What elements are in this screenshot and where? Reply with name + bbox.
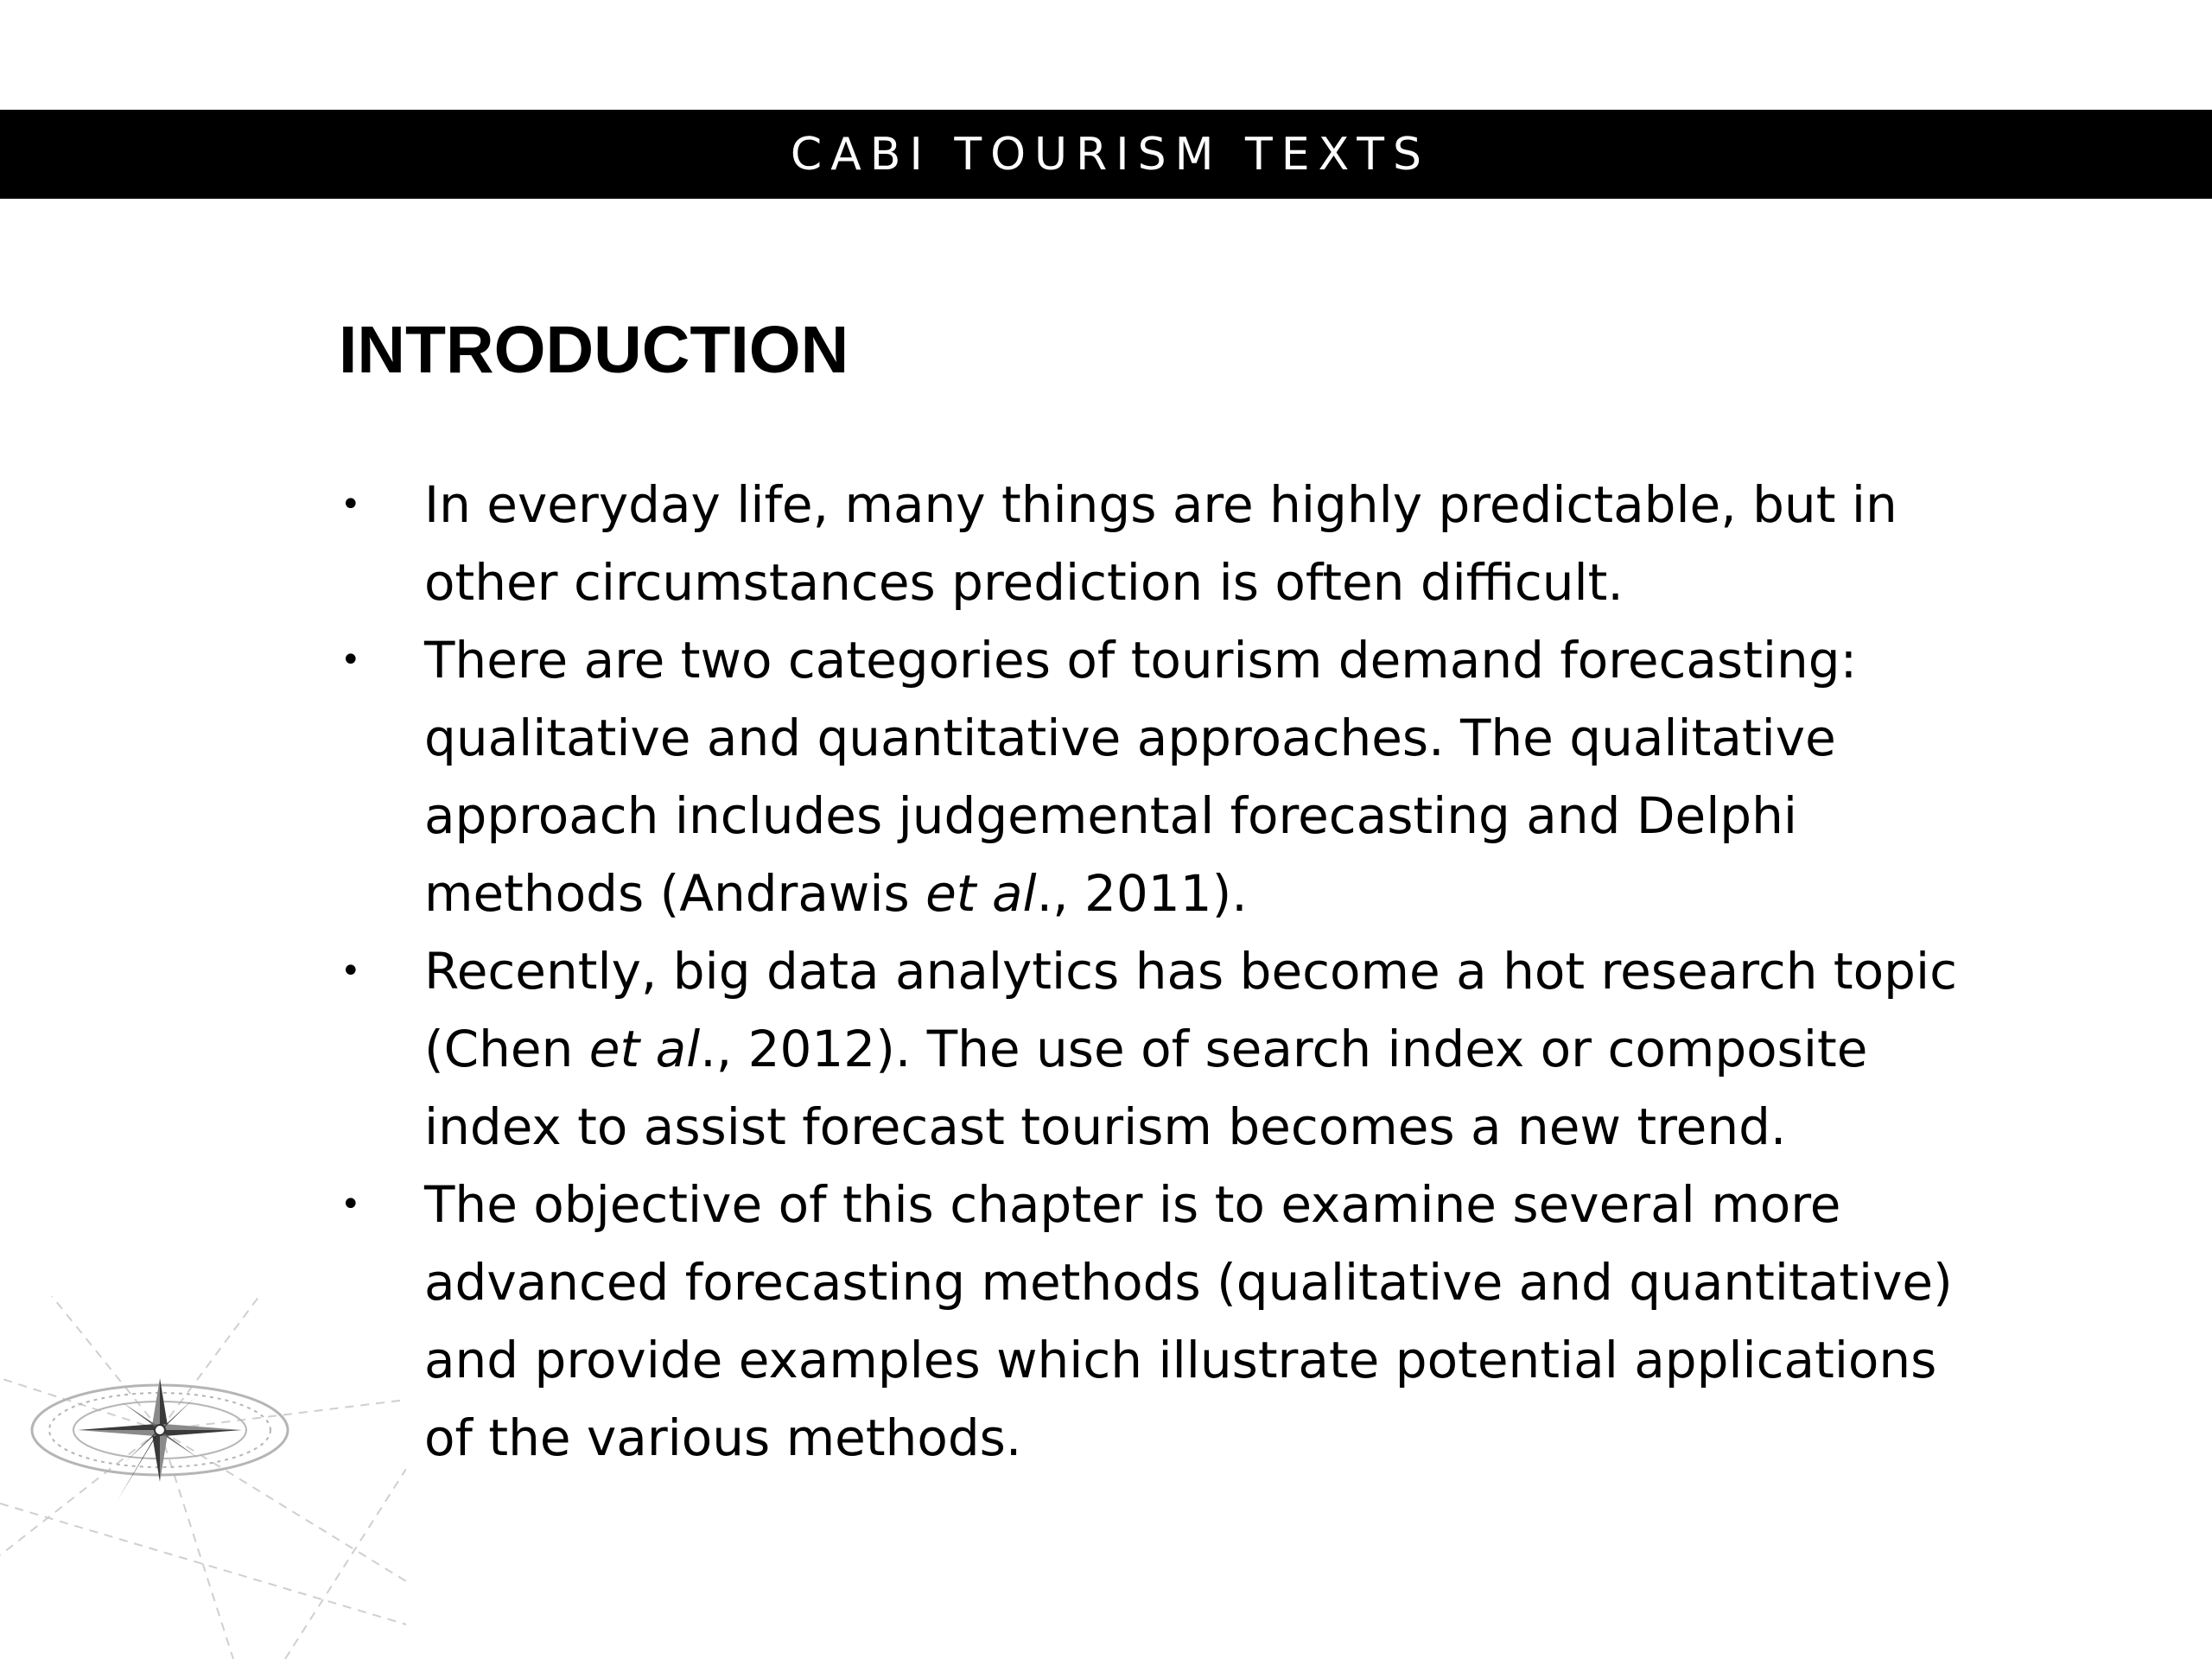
bullet-marker: • [340,485,361,524]
bullet-line: methods (Andrawis et al., 2011). [424,864,1248,923]
bullet-marker: • [340,1185,361,1224]
bullet-text [424,621,2066,932]
banner-title: CABI TOURISM TEXTS [790,128,1431,181]
bullet-item [339,621,2067,932]
bullet-line: (Chen et al., 2012). The use of search index or composite [424,1020,1868,1078]
slide-title: INTRODUCTION [339,313,849,387]
bullet-text [424,932,2066,1166]
bullet-line: advanced forecasting methods (qualitative and quantitative) [424,1253,1953,1312]
bullet-marker: • [340,951,361,991]
bullet-line: There are two categories of tourism demand forecasting: [424,631,1858,690]
bullet-item [339,1166,2067,1477]
bullet-line: approach includes judgemental forecasting and Delphi [424,786,1797,845]
bullet-line: index to assist forecast tourism becomes a new trend. [424,1097,1787,1156]
bullet-line: of the various methods. [424,1408,1022,1467]
bullet-marker: • [340,640,361,680]
citation-italic: et al [588,1020,701,1078]
compass-rose-icon [0,1296,406,1659]
bullet-text [424,1166,2066,1477]
bullet-item [339,932,2067,1166]
bullet-item [339,466,2067,621]
citation-italic: et al [925,864,1037,923]
bullet-text [424,466,2066,621]
bullet-line: In everyday life, many things are highly predictable, but in [424,475,1897,534]
bullet-line: The objective of this chapter is to examine several more [424,1175,1841,1234]
bullet-line: qualitative and quantitative approaches. The qualitative [424,709,1836,767]
bullet-line: Recently, big data analytics has become a hot research topic [424,942,1957,1001]
bullet-line: other circumstances prediction is often difficult. [424,553,1624,612]
bullet-list [339,466,2067,1477]
bullet-line: and provide examples which illustrate potential applications [424,1331,1937,1389]
header-banner [0,110,2212,199]
